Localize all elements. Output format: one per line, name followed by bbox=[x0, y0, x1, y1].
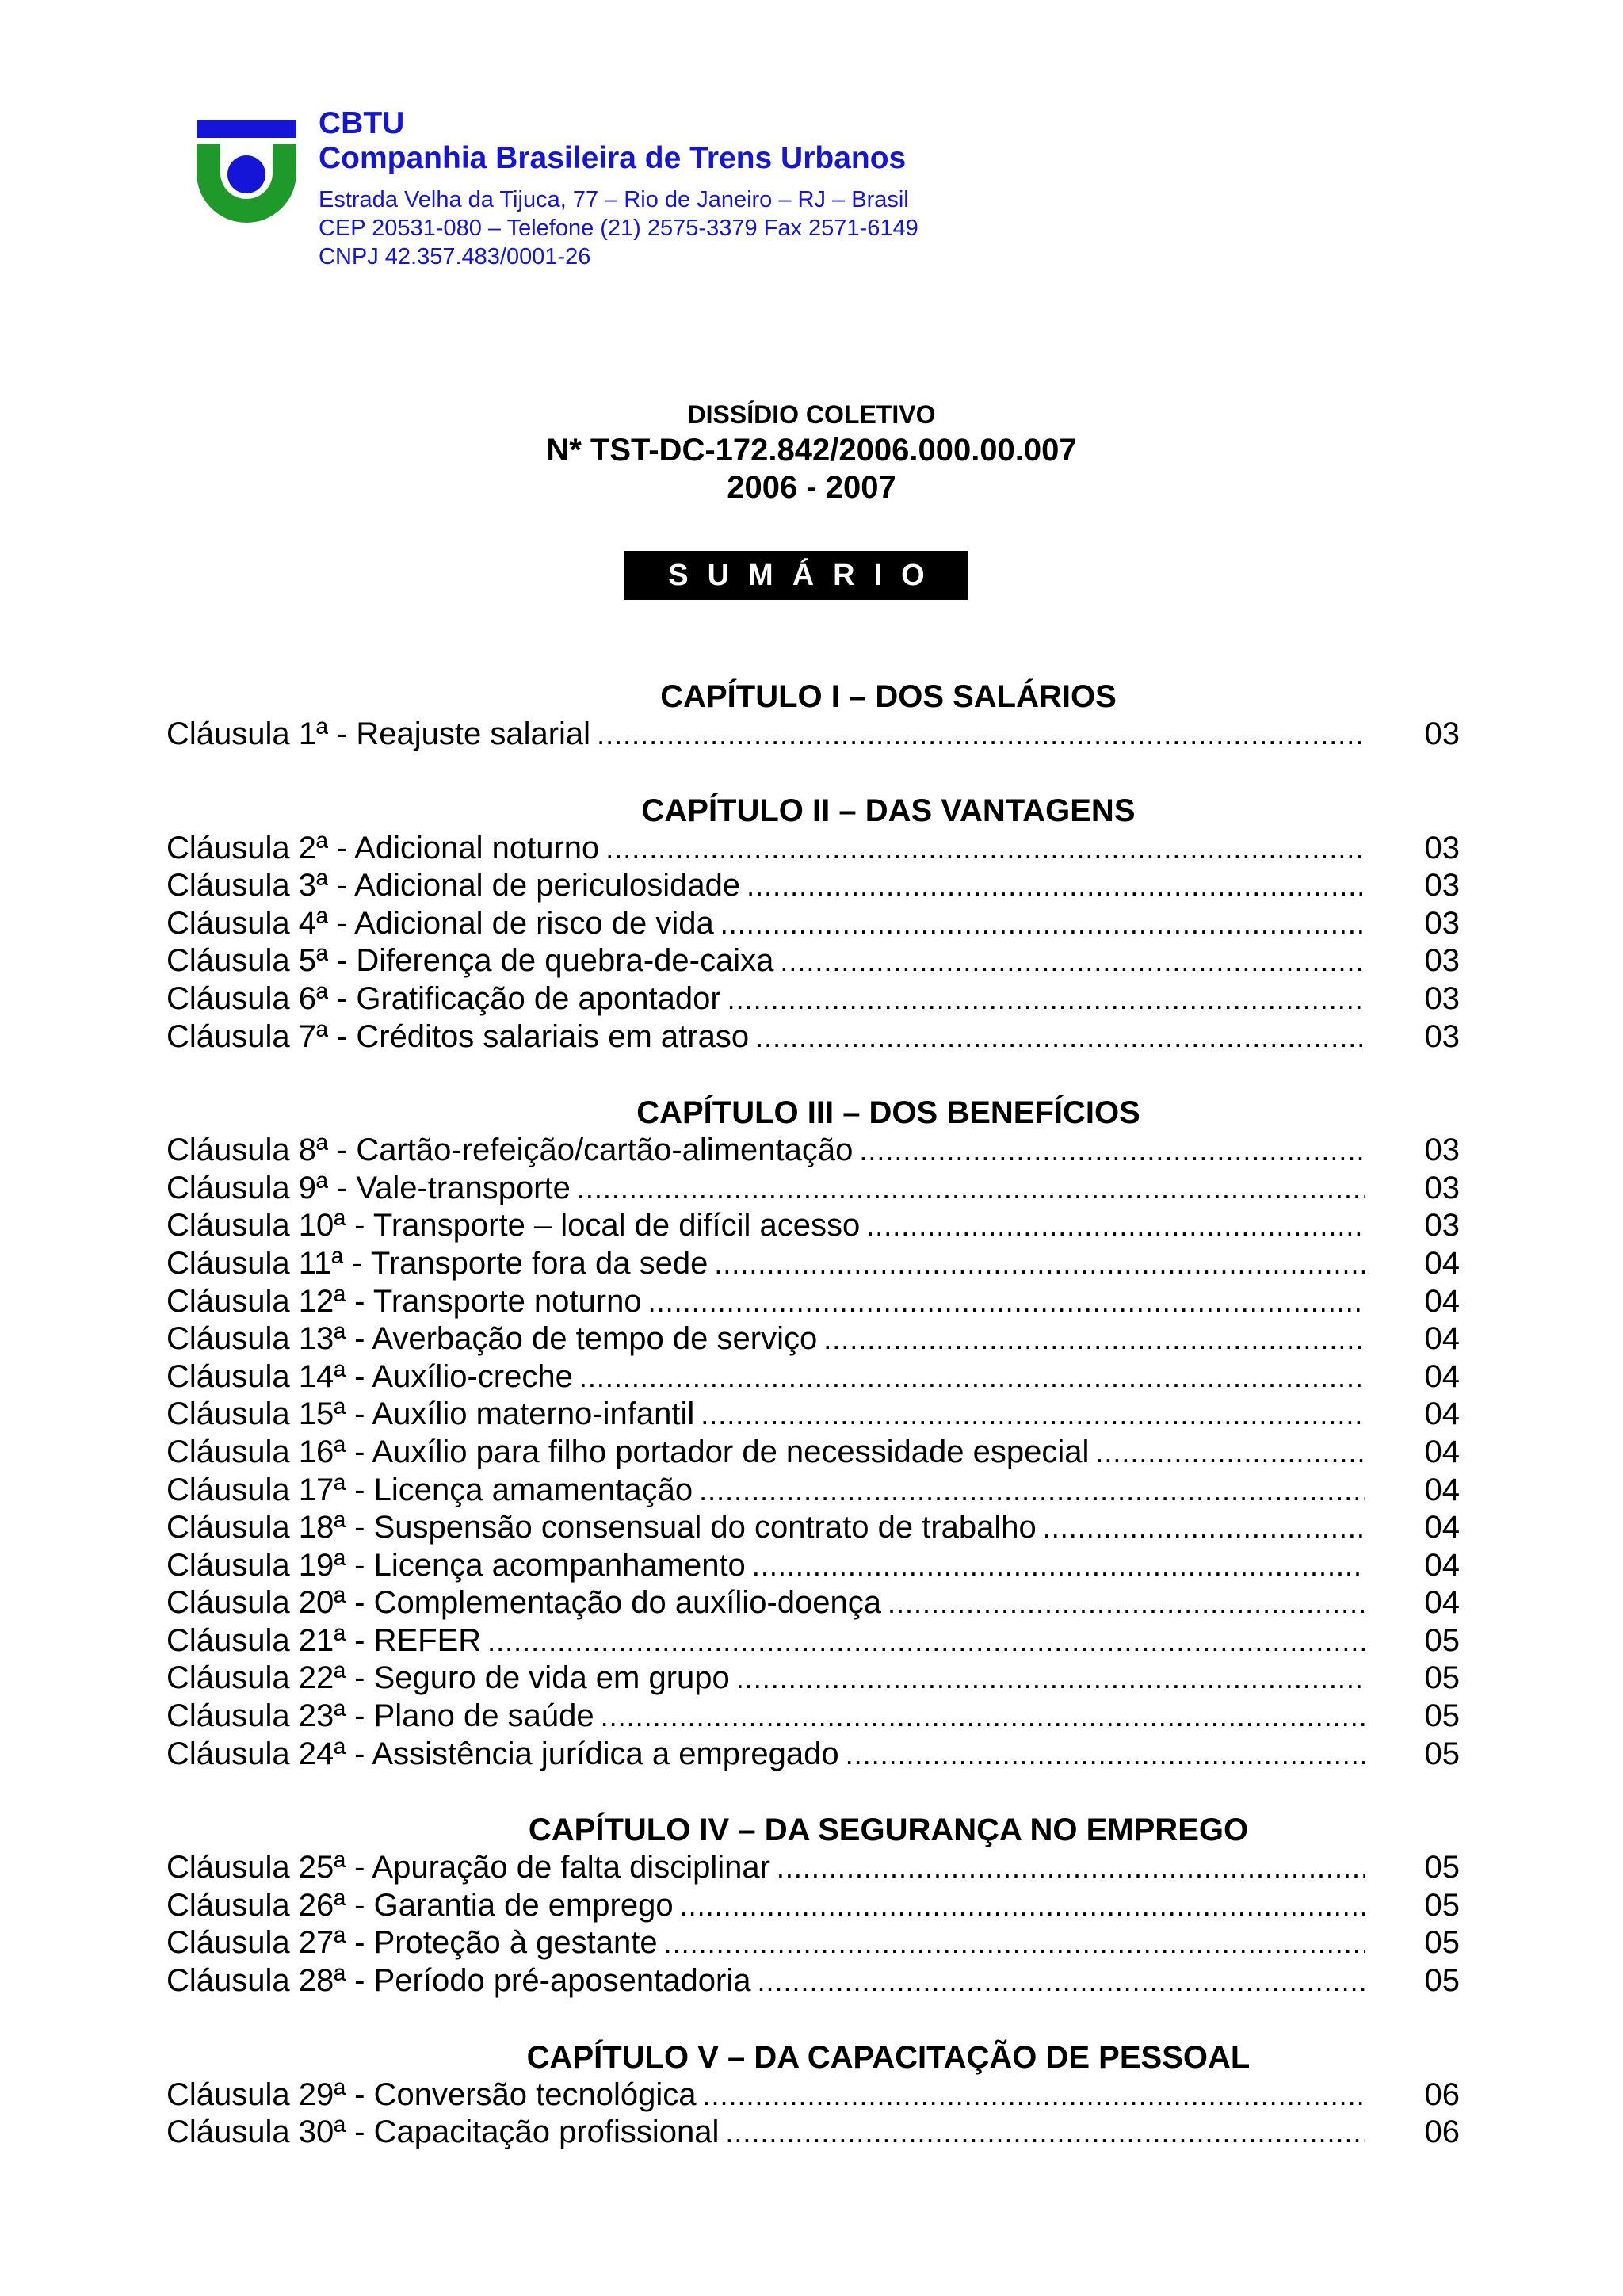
clause-label: Cláusula 28ª - Período pré-aposentadoria bbox=[166, 1963, 751, 1999]
toc-entry bbox=[166, 1698, 1460, 1736]
case-number: N* TST-DC-172.842/2006.000.00.007 bbox=[546, 433, 1077, 468]
page-number: 04 bbox=[1424, 1472, 1460, 1507]
page-number: 04 bbox=[1424, 1283, 1460, 1319]
company-cnpj: CNPJ 42.357.483/0001-26 bbox=[319, 244, 591, 269]
dot-leader bbox=[860, 1207, 1365, 1245]
page-number: 05 bbox=[1424, 1736, 1460, 1771]
dot-leader bbox=[674, 1887, 1365, 1925]
page-number: 05 bbox=[1424, 1925, 1460, 1961]
dot-leader bbox=[750, 1962, 1365, 2000]
toc-entry bbox=[166, 1434, 1460, 1472]
toc-entry bbox=[166, 1962, 1460, 2000]
clause-label: Cláusula 7ª - Créditos salariais em atraso bbox=[166, 1018, 750, 1054]
clause-label: Cláusula 13ª - Averbação de tempo de serviço bbox=[166, 1321, 818, 1357]
period: 2006 - 2007 bbox=[727, 470, 896, 505]
toc-entry bbox=[166, 2076, 1460, 2115]
clause-label: Cláusula 30ª - Capacitação profissional bbox=[166, 2115, 720, 2150]
dot-leader bbox=[697, 2076, 1365, 2115]
toc-entry bbox=[166, 905, 1460, 943]
dot-leader bbox=[590, 716, 1365, 754]
clause-label: Cláusula 5ª - Diferença de quebra-de-caixa bbox=[166, 943, 774, 979]
clause-label: Cláusula 15ª - Auxílio materno-infantil bbox=[166, 1396, 695, 1432]
clause-label: Cláusula 11ª - Transporte fora da sede bbox=[166, 1245, 708, 1281]
chapter-title: CAPÍTULO IV – DA SEGURANÇA NO EMPREGO bbox=[528, 1813, 1249, 1848]
dot-leader bbox=[594, 1698, 1365, 1736]
company-full-name: Companhia Brasileira de Trens Urbanos bbox=[319, 141, 907, 175]
clause-label: Cláusula 27ª - Proteção à gestante bbox=[166, 1925, 658, 1961]
clause-label: Cláusula 8ª - Cartão-refeição/cartão-alimentação bbox=[166, 1133, 854, 1168]
page-number: 03 bbox=[1424, 716, 1460, 751]
dot-leader bbox=[693, 1472, 1365, 1510]
clause-label: Cláusula 23ª - Plano de saúde bbox=[166, 1698, 594, 1734]
chapter-section bbox=[166, 792, 1460, 1056]
toc-entry bbox=[166, 1396, 1460, 1434]
toc-entry bbox=[166, 1018, 1460, 1056]
dot-leader bbox=[714, 905, 1365, 943]
dot-leader bbox=[746, 1547, 1365, 1585]
toc-entry bbox=[166, 1887, 1460, 1925]
clause-label: Cláusula 21ª - REFER bbox=[166, 1622, 482, 1658]
document-type: DISSÍDIO COLETIVO bbox=[687, 400, 936, 429]
clause-label: Cláusula 16ª - Auxílio para filho portador de necessidade especial bbox=[166, 1434, 1090, 1469]
page-number: 04 bbox=[1424, 1245, 1460, 1281]
chapter-title: CAPÍTULO V – DA CAPACITAÇÃO DE PESSOAL bbox=[526, 2039, 1251, 2075]
toc-entry bbox=[166, 2114, 1460, 2152]
page-number: 05 bbox=[1424, 1887, 1460, 1923]
toc-entry bbox=[166, 942, 1460, 980]
page-number: 05 bbox=[1424, 1963, 1460, 1999]
toc-entry bbox=[166, 1132, 1460, 1170]
chapter-section bbox=[166, 1811, 1460, 2000]
page-number: 03 bbox=[1424, 1018, 1460, 1054]
clause-label: Cláusula 12ª - Transporte noturno bbox=[166, 1283, 642, 1319]
clause-label: Cláusula 25ª - Apuração de falta disciplinar bbox=[166, 1850, 770, 1885]
page-number: 04 bbox=[1424, 1510, 1460, 1545]
toc-entry bbox=[166, 1320, 1460, 1358]
toc-entry bbox=[166, 1207, 1460, 1245]
page-number: 04 bbox=[1424, 1358, 1460, 1394]
page-number: 05 bbox=[1424, 1660, 1460, 1696]
clause-label: Cláusula 17ª - Licença amamentação bbox=[166, 1472, 693, 1507]
page-number: 03 bbox=[1424, 1170, 1460, 1205]
dot-leader bbox=[708, 1245, 1365, 1283]
page-number: 03 bbox=[1424, 868, 1460, 904]
dot-leader bbox=[730, 1660, 1365, 1698]
toc-entry bbox=[166, 1245, 1460, 1283]
dot-leader bbox=[719, 2114, 1365, 2152]
clause-label: Cláusula 24ª - Assistência jurídica a empregado bbox=[166, 1736, 839, 1771]
clause-label: Cláusula 19ª - Licença acompanhamento bbox=[166, 1547, 746, 1583]
page-number: 03 bbox=[1424, 1133, 1460, 1168]
chapter-section bbox=[166, 678, 1460, 754]
page-number: 04 bbox=[1424, 1547, 1460, 1583]
dot-leader bbox=[853, 1132, 1365, 1170]
dot-leader bbox=[599, 830, 1365, 868]
clause-label: Cláusula 4ª - Adicional de risco de vida bbox=[166, 905, 714, 941]
page-number: 03 bbox=[1424, 943, 1460, 979]
toc-entry bbox=[166, 1584, 1460, 1622]
dot-leader bbox=[481, 1622, 1365, 1660]
dot-leader bbox=[694, 1396, 1365, 1434]
clause-label: Cláusula 29ª - Conversão tecnológica bbox=[166, 2076, 697, 2112]
dot-leader bbox=[1089, 1434, 1365, 1472]
page-number: 05 bbox=[1424, 1622, 1460, 1658]
clause-label: Cláusula 10ª - Transporte – local de difícil acesso bbox=[166, 1208, 861, 1244]
cbtu-logo-icon bbox=[197, 120, 296, 231]
dot-leader bbox=[817, 1320, 1365, 1358]
toc-entry bbox=[166, 1472, 1460, 1510]
letterhead bbox=[197, 106, 1227, 281]
toc-entry bbox=[166, 1509, 1460, 1547]
toc-entry bbox=[166, 1622, 1460, 1660]
dot-leader bbox=[658, 1924, 1365, 1962]
toc-entry bbox=[166, 980, 1460, 1018]
clause-label: Cláusula 1ª - Reajuste salarial bbox=[166, 716, 591, 751]
page-number: 06 bbox=[1424, 2115, 1460, 2150]
company-info bbox=[319, 106, 918, 271]
clause-label: Cláusula 18ª - Suspensão consensual do contrato de trabalho bbox=[166, 1510, 1037, 1545]
page-number: 05 bbox=[1424, 1698, 1460, 1734]
clause-label: Cláusula 22ª - Seguro de vida em grupo bbox=[166, 1660, 730, 1696]
page-number: 04 bbox=[1424, 1396, 1460, 1432]
sumario-heading: SUMÁRIO bbox=[624, 551, 968, 600]
page-number: 06 bbox=[1424, 2076, 1460, 2112]
chapter-section bbox=[166, 1094, 1460, 1773]
dot-leader bbox=[642, 1283, 1365, 1321]
dot-leader bbox=[773, 942, 1365, 980]
dot-leader bbox=[770, 1849, 1365, 1887]
chapter-section bbox=[166, 2038, 1460, 2152]
clause-label: Cláusula 26ª - Garantia de emprego bbox=[166, 1887, 674, 1923]
dot-leader bbox=[1037, 1509, 1365, 1547]
clause-label: Cláusula 6ª - Gratificação de apontador bbox=[166, 980, 721, 1016]
table-of-contents bbox=[166, 678, 1460, 2152]
toc-entry bbox=[166, 716, 1460, 754]
toc-entry bbox=[166, 1170, 1460, 1208]
toc-entry bbox=[166, 1660, 1460, 1698]
company-address: Estrada Velha da Tijuca, 77 – Rio de Janeiro – RJ – Brasil bbox=[319, 187, 909, 212]
toc-entry bbox=[166, 1283, 1460, 1321]
page-number: 04 bbox=[1424, 1434, 1460, 1469]
dot-leader bbox=[721, 980, 1365, 1018]
chapter-title: CAPÍTULO I – DOS SALÁRIOS bbox=[660, 679, 1117, 714]
toc-entry bbox=[166, 1358, 1460, 1396]
page-number: 03 bbox=[1424, 1208, 1460, 1244]
toc-entry bbox=[166, 1849, 1460, 1887]
clause-label: Cláusula 20ª - Complementação do auxílio-doença bbox=[166, 1585, 881, 1621]
page-number: 04 bbox=[1424, 1585, 1460, 1621]
page-number: 03 bbox=[1424, 830, 1460, 865]
page-number: 03 bbox=[1424, 905, 1460, 941]
company-short-name: CBTU bbox=[319, 106, 405, 140]
dot-leader bbox=[749, 1018, 1365, 1056]
toc-entry bbox=[166, 1924, 1460, 1962]
company-phone: CEP 20531-080 – Telefone (21) 2575-3379 Fax 2571-6149 bbox=[319, 216, 918, 241]
page-number: 04 bbox=[1424, 1321, 1460, 1357]
clause-label: Cláusula 2ª - Adicional noturno bbox=[166, 830, 600, 865]
clause-label: Cláusula 14ª - Auxílio-creche bbox=[166, 1358, 573, 1394]
chapter-title: CAPÍTULO III – DOS BENEFÍCIOS bbox=[636, 1095, 1140, 1131]
clause-label: Cláusula 3ª - Adicional de periculosidade bbox=[166, 868, 741, 904]
toc-entry bbox=[166, 867, 1460, 905]
toc-entry bbox=[166, 1736, 1460, 1774]
dot-leader bbox=[573, 1358, 1365, 1396]
dot-leader bbox=[571, 1170, 1365, 1208]
dot-leader bbox=[881, 1584, 1365, 1622]
clause-label: Cláusula 9ª - Vale-transporte bbox=[166, 1170, 571, 1205]
toc-entry bbox=[166, 1547, 1460, 1585]
chapter-title: CAPÍTULO II – DAS VANTAGENS bbox=[641, 793, 1136, 828]
page-number: 05 bbox=[1424, 1850, 1460, 1885]
page-number: 03 bbox=[1424, 980, 1460, 1016]
toc-entry bbox=[166, 830, 1460, 868]
dot-leader bbox=[740, 867, 1365, 905]
dot-leader bbox=[839, 1736, 1365, 1774]
